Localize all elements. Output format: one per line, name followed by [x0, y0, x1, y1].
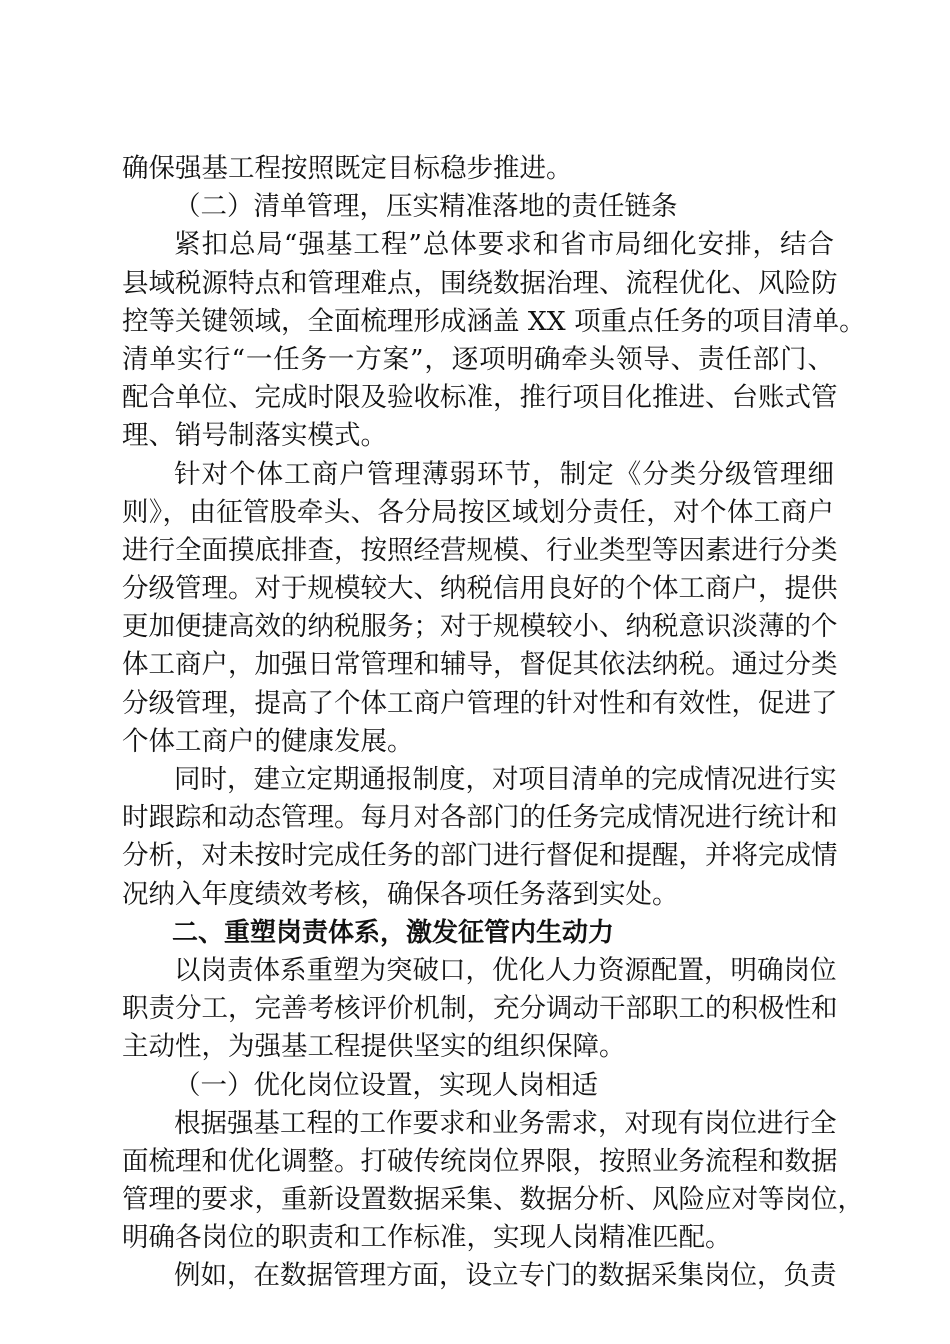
paragraph-line: 时跟踪和动态管理。每月对各部门的任务完成情况进行统计和 [122, 802, 838, 834]
paragraph-line: 针对个体工商户管理薄弱环节，制定《分类分级管理细 [174, 458, 834, 490]
paragraph-line: 控等关键领域，全面梳理形成涵盖 XX 项重点任务的项目清单。 [122, 305, 866, 337]
paragraph-line: 职责分工，完善考核评价机制，充分调动干部职工的积极性和 [122, 993, 838, 1025]
paragraph-line: 体工商户，加强日常管理和辅导，督促其依法纳税。通过分类 [122, 649, 838, 681]
section-subheading: （一）优化岗位设置，实现人岗相适 [174, 1069, 598, 1101]
paragraph-line: 个体工商户的健康发展。 [122, 725, 414, 757]
paragraph-line: 更加便捷高效的纳税服务；对于规模较小、纳税意识淡薄的个 [122, 611, 838, 643]
section-heading: 二、重塑岗责体系，激发征管内生动力 [172, 917, 615, 948]
paragraph-line: 分级管理。对于规模较大、纳税信用良好的个体工商户，提供 [122, 573, 838, 605]
paragraph-line: 清单实行“一任务一方案”，逐项明确牵头领导、责任部门、 [122, 343, 834, 375]
paragraph-line: 根据强基工程的工作要求和业务需求，对现有岗位进行全 [174, 1107, 837, 1139]
paragraph-line: 管理的要求，重新设置数据采集、数据分析、风险应对等岗位， [122, 1184, 864, 1216]
paragraph-line: 县域税源特点和管理难点，围绕数据治理、流程优化、风险防 [122, 267, 838, 299]
document-body [122, 150, 866, 1296]
paragraph-line: 确保强基工程按照既定目标稳步推进。 [122, 153, 573, 184]
section-subheading: （二）清单管理，压实精准落地的责任链条 [174, 191, 678, 223]
paragraph-line: 分析，对未按时完成任务的部门进行督促和提醒，并将完成情 [122, 840, 838, 872]
paragraph-line: 况纳入年度绩效考核，确保各项任务落到实处。 [122, 878, 679, 910]
paragraph-line: 分级管理，提高了个体工商户管理的针对性和有效性，促进了 [122, 687, 838, 719]
paragraph-line: 配合单位、完成时限及验收标准，推行项目化推进、台账式管 [122, 382, 838, 414]
paragraph-line: 以岗责体系重塑为突破口，优化人力资源配置，明确岗位 [174, 954, 837, 986]
paragraph-line: 面梳理和优化调整。打破传统岗位界限，按照业务流程和数据 [122, 1145, 838, 1177]
paragraph-line: 同时，建立定期通报制度，对项目清单的完成情况进行实 [174, 764, 837, 795]
paragraph-line: 进行全面摸底排查，按照经营规模、行业类型等因素进行分类 [122, 534, 838, 566]
paragraph-line: 明确各岗位的职责和工作标准，实现人岗精准匹配。 [122, 1222, 732, 1254]
paragraph-line: 紧扣总局“强基工程”总体要求和省市局细化安排，结合 [174, 229, 834, 261]
paragraph-line: 主动性，为强基工程提供坚实的组织保障。 [122, 1031, 626, 1063]
paragraph-line: 例如，在数据管理方面，设立专门的数据采集岗位，负责 [174, 1260, 837, 1292]
paragraph-line: 理、销号制落实模式。 [122, 420, 387, 452]
paragraph-line: 则》，由征管股牵头、各分局按区域划分责任，对个体工商户 [122, 496, 834, 528]
